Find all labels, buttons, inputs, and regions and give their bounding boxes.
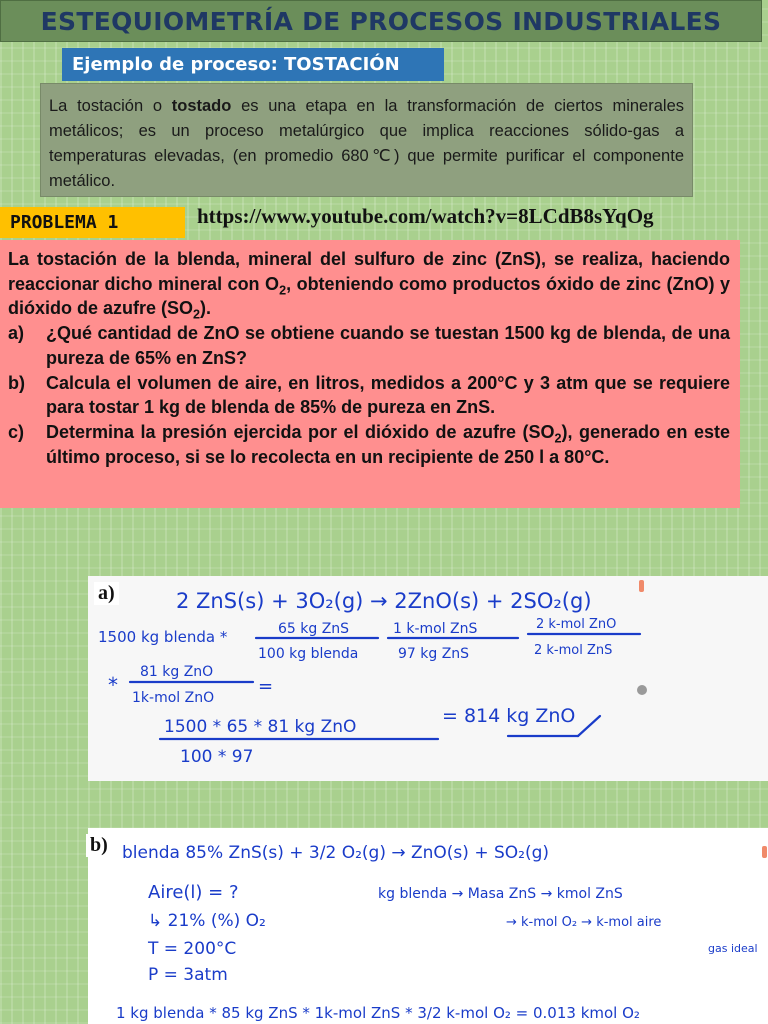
fraction-numerator: 2 k-mol ZnO [536, 617, 617, 632]
fraction-denominator: 97 kg ZnS [398, 646, 470, 662]
question-c [8, 420, 730, 469]
question-text [46, 420, 730, 469]
oxygen-percent: ↳ 21% (%) O₂ [148, 911, 266, 931]
equals-sign: = [258, 676, 274, 697]
calc-bottom-line: 1 kg blenda * 85 kg ZnS * 1k-mol ZnS * 3/2 k-mol O₂ = 0.013 kmol O₂ [116, 1004, 640, 1022]
solution-a-handwriting [88, 576, 768, 781]
route-step-3: gas ideal [708, 942, 758, 955]
solution-a-label: a) [94, 582, 119, 605]
scrollbar-thumb[interactable] [762, 846, 767, 858]
question-text: ¿Qué cantidad de ZnO se obtiene cuando se tuestan 1500 kg de blenda, de una pureza de 65% en ZnS? [46, 323, 730, 368]
question-text: Calcula el volumen de aire, en litros, medidos a 200°C y 3 atm que se requiere para tostar 1 kg de blenda de 85% de pureza en ZnS. [46, 372, 730, 418]
check-mark [578, 716, 600, 736]
page-title: ESTEQUIOMETRÍA DE PROCESOS INDUSTRIALES [0, 0, 762, 42]
pressure: P = 3atm [148, 965, 228, 985]
problem-intro-text-3: ). [200, 298, 212, 319]
intro-text-2: es una etapa en la transformación de ciertos [231, 97, 613, 115]
air-unknown: Aire(l) = ? [148, 882, 239, 903]
solution-b-handwriting [88, 828, 768, 1024]
subscript: 2 [554, 431, 562, 446]
example-process-label: Ejemplo de proceso: TOSTACIÓN [62, 48, 444, 81]
calc-start: 1500 kg blenda * [98, 628, 228, 646]
route-step-2: → k-mol O₂ → k-mol aire [506, 915, 662, 930]
question-marker: a) [8, 323, 25, 344]
temperature: T = 200°C [148, 939, 237, 959]
question-a [8, 321, 730, 370]
problem-intro [8, 247, 730, 321]
subscript: 2 [279, 283, 287, 298]
intro-text-4: metálicos; es un proceso metalúrgico que implica reacciones sólido-gas a temperaturas elevadas, (en promedio 680℃) que permite purificar el componente metálico. [49, 122, 684, 190]
video-link[interactable]: https://www.youtube.com/watch?v=8LCdB8sYqOg [197, 204, 654, 228]
question-marker: c) [8, 421, 25, 442]
intro-text-3: minerales [612, 97, 684, 115]
subscript: 2 [193, 308, 201, 322]
multiply-sign: * [108, 673, 118, 697]
solution-a-screenshot [88, 576, 768, 781]
result-value: = 814 kg ZnO [442, 705, 576, 727]
reaction-equation: blenda 85% ZnS(s) + 3/2 O₂(g) → ZnO(s) + SO₂(g) [122, 843, 550, 863]
fraction-denominator: 100 * 97 [180, 747, 254, 767]
question-c-text-1: Determina la presión ejercida por el dióxido de azufre (SO [46, 421, 555, 442]
fraction-numerator: 81 kg ZnO [140, 664, 214, 680]
question-b [8, 371, 730, 420]
question-marker: b) [8, 372, 25, 393]
problem-intro-text-2: , obteniendo como productos óxido de zinc (ZnO) y dióxido de azufre (SO [8, 273, 731, 319]
fraction-denominator: 2 k-mol ZnS [534, 643, 613, 658]
fraction-numerator: 65 kg ZnS [278, 621, 350, 637]
problem-intro-text-1: La tostación de la blenda, mineral del sulfuro de zinc (ZnS), se realiza, haciendo reaccionar dicho mineral con O [8, 249, 730, 294]
reaction-equation: 2 ZnS(s) + 3O₂(g) → 2ZnO(s) + 2SO₂(g) [176, 589, 592, 613]
fraction-numerator: 1 k-mol ZnS [393, 621, 478, 637]
fraction-numerator: 1500 * 65 * 81 kg ZnO [164, 717, 357, 737]
problem-label: PROBLEMA 1 [0, 207, 185, 238]
intro-bold-tostado: tostado [171, 97, 232, 115]
route-step-1: kg blenda → Masa ZnS → kmol ZnS [378, 886, 623, 902]
problem-statement [0, 240, 740, 508]
pen-tool-icon [637, 685, 647, 695]
solution-b-label: b) [86, 834, 112, 857]
problem-questions [8, 321, 730, 469]
fraction-denominator: 100 kg blenda [258, 646, 359, 662]
solution-b-screenshot [88, 828, 768, 1024]
intro-paragraph [40, 83, 693, 197]
fraction-denominator: 1k-mol ZnO [132, 690, 215, 706]
question-c-text-2: ), generado en este último proceso, si se lo recolecta en un recipiente de 250 l a 80°C. [46, 421, 730, 467]
scrollbar-thumb[interactable] [639, 580, 644, 592]
intro-text-1: La tostación o [49, 97, 172, 115]
